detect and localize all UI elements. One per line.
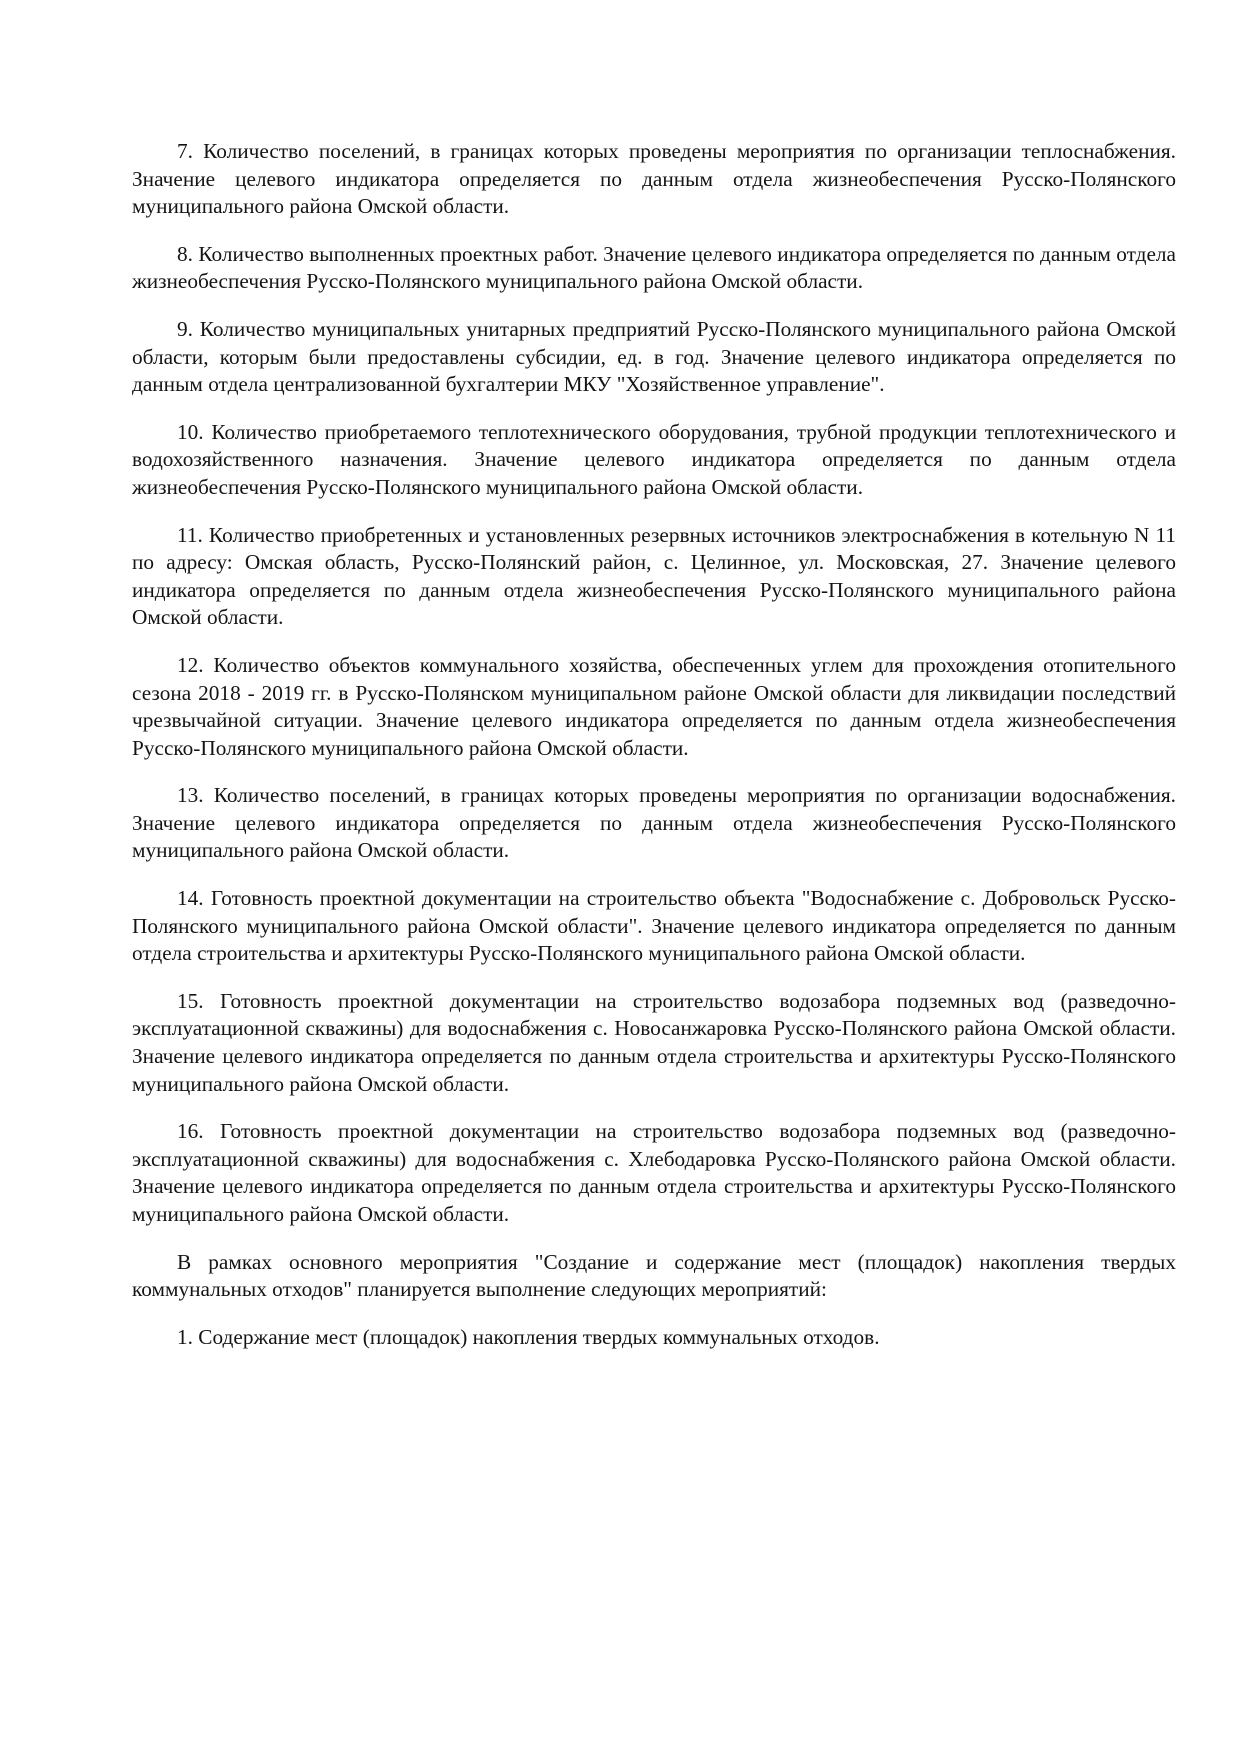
paragraph-item-13: 13. Количество поселений, в границах которых проведены мероприятия по организации водоснабжения. Значение целевого индикатора определяется по данным отдела жизнеобеспечения Русско-Полянского муниципального района Омской области. [132,783,1176,863]
paragraph-item-12: 12. Количество объектов коммунального хозяйства, обеспеченных углем для прохождения отопительного сезона 2018 - 2019 гг. в Русско-Полянском муниципальном районе Омской области для ликвидации последствий чрезвычайной ситуации. Значение целевого индикатора определяется по данным отдела жизнеобеспечения Русско-Полянского муниципального района Омской области. [132,652,1176,760]
paragraph-item-14: 14. Готовность проектной документации на строительство объекта "Водоснабжение с. Добровольск Русско-Полянского муниципального района Омской области". Значение целевого индикатора определяется по данным отдела строительства и архитектуры Русско-Полянского муниципального района Омской области. [132,886,1176,966]
paragraph-item-11: 11. Количество приобретенных и установленных резервных источников электроснабжения в котельную N 11 по адресу: Омская область, Русско-Полянский район, с. Целинное, ул. Московская, 27. Значение целевого индикатора определяется по данным отдела жизнеобеспечения Русско-Полянского муниципального района Омской области. [132,522,1176,630]
paragraph-item-15: 15. Готовность проектной документации на строительство водозабора подземных вод (разведочно-эксплуатационной скважины) для водоснабжения с. Новосанжаровка Русско-Полянского района Омской области. Значение целевого индикатора определяется по данным отдела строительства и архитектуры Русско-Полянского муниципального района Омской области. [132,988,1176,1096]
paragraph-item-7: 7. Количество поселений, в границах которых проведены мероприятия по организации теплоснабжения. Значение целевого индикатора определяется по данным отдела жизнеобеспечения Русско-Полянского муниципального района Омской области. [132,139,1176,219]
paragraph-item-9: 9. Количество муниципальных унитарных предприятий Русско-Полянского муниципального района Омской области, которым были предоставлены субсидии, ед. в год. Значение целевого индикатора определяется по данным отдела централизованной бухгалтерии МКУ "Хозяйственное управление". [132,316,1176,397]
paragraph-item-8: 8. Количество выполненных проектных работ. Значение целевого индикатора определяется по данным отдела жизнеобеспечения Русско-Полянского муниципального района Омской области. [132,241,1176,294]
paragraph-item-16: 16. Готовность проектной документации на строительство водозабора подземных вод (разведочно-эксплуатационной скважины) для водоснабжения с. Хлебодаровка Русско-Полянского района Омской области. Значение целевого индикатора определяется по данным отдела строительства и архитектуры Русско-Полянского муниципального района Омской области. [132,1119,1176,1226]
paragraph-activity-1: 1. Содержание мест (площадок) накопления твердых коммунальных отходов. [177,1324,880,1349]
paragraph-item-10: 10. Количество приобретаемого теплотехнического оборудования, трубной продукции теплотехнического и водохозяйственного назначения. Значение целевого индикатора определяется по данным отдела жизнеобеспечения Русско-Полянского муниципального района Омской области. [132,419,1176,499]
paragraph-main-activity-intro: В рамках основного мероприятия "Создание и содержание мест (площадок) накопления твердых коммунальных отходов" планируется выполнение следующих мероприятий: [132,1249,1176,1302]
document-page [132,138,1176,1371]
